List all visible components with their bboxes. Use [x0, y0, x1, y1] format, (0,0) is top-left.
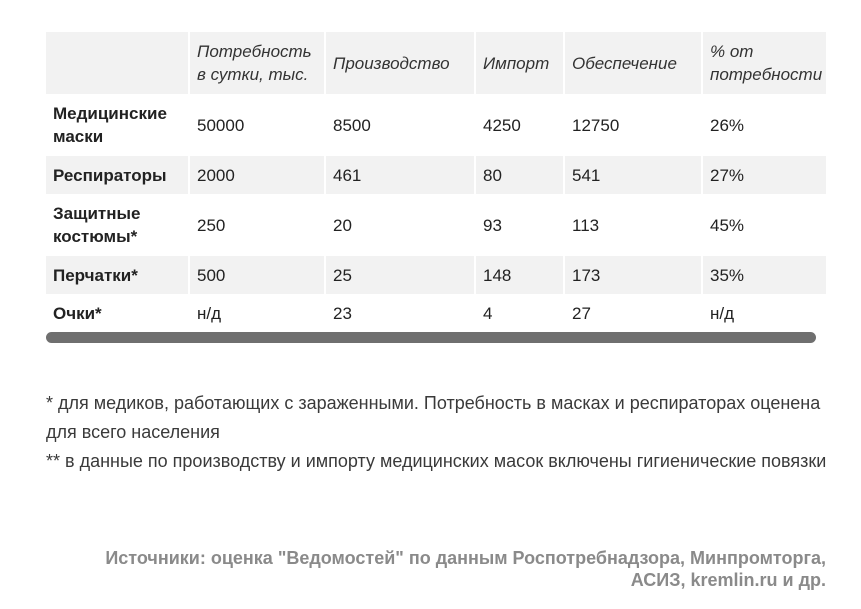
table-cell: 4	[476, 294, 565, 332]
row-label: Респираторы	[46, 156, 190, 194]
table-cell: 23	[326, 294, 476, 332]
table-cell: 2000	[190, 156, 326, 194]
table-cell: 25	[326, 256, 476, 294]
horizontal-scrollbar[interactable]	[46, 332, 816, 343]
table-row	[46, 156, 826, 194]
table-cell: 113	[565, 194, 703, 256]
table-header-row	[46, 32, 826, 94]
header-cell-supply: Обеспечение	[565, 32, 703, 94]
table-cell: 12750	[565, 94, 703, 156]
table-cell: 461	[326, 156, 476, 194]
table-cell: 500	[190, 256, 326, 294]
header-cell-percent: % от потребности	[703, 32, 826, 94]
source-credit: Источники: оценка "Ведомостей" по данным Роспотребнадзора, Минпромторга, АСИЗ, kremlin.ru и др.	[105, 548, 826, 590]
table-cell: 35%	[703, 256, 826, 294]
row-label: Защитные костюмы*	[46, 194, 190, 256]
table-cell: 541	[565, 156, 703, 194]
table-cell: 80	[476, 156, 565, 194]
table-cell: 148	[476, 256, 565, 294]
table-cell: 4250	[476, 94, 565, 156]
header-cell-daily-need: Потребность в сутки, тыс.	[190, 32, 326, 94]
header-cell-production: Производство	[326, 32, 476, 94]
row-label: Медицинские маски	[46, 94, 190, 156]
header-cell-item	[46, 32, 190, 94]
table-row	[46, 94, 826, 156]
table-cell: н/д	[703, 294, 826, 332]
table-row	[46, 194, 826, 256]
table-cell: 26%	[703, 94, 826, 156]
table-cell: 8500	[326, 94, 476, 156]
table-cell: 45%	[703, 194, 826, 256]
table-row	[46, 294, 826, 332]
table-cell: 27%	[703, 156, 826, 194]
table-cell: 20	[326, 194, 476, 256]
table-cell: н/д	[190, 294, 326, 332]
table-cell: 250	[190, 194, 326, 256]
row-label: Очки*	[46, 294, 190, 332]
table-cell: 50000	[190, 94, 326, 156]
table-cell: 93	[476, 194, 565, 256]
supply-table	[46, 32, 826, 332]
scrollbar-thumb[interactable]	[46, 332, 816, 343]
footnote-2: ** в данные по производству и импорту медицинских масок включены гигиенические повязки	[46, 451, 827, 471]
table-cell: 173	[565, 256, 703, 294]
footnote-1: * для медиков, работающих с зараженными. Потребность в масках и респираторах оценена для всего населения	[46, 393, 821, 442]
table-row	[46, 256, 826, 294]
table-cell: 27	[565, 294, 703, 332]
footnotes	[46, 389, 836, 476]
row-label: Перчатки*	[46, 256, 190, 294]
data-table-container[interactable]	[46, 32, 826, 332]
header-cell-import: Импорт	[476, 32, 565, 94]
